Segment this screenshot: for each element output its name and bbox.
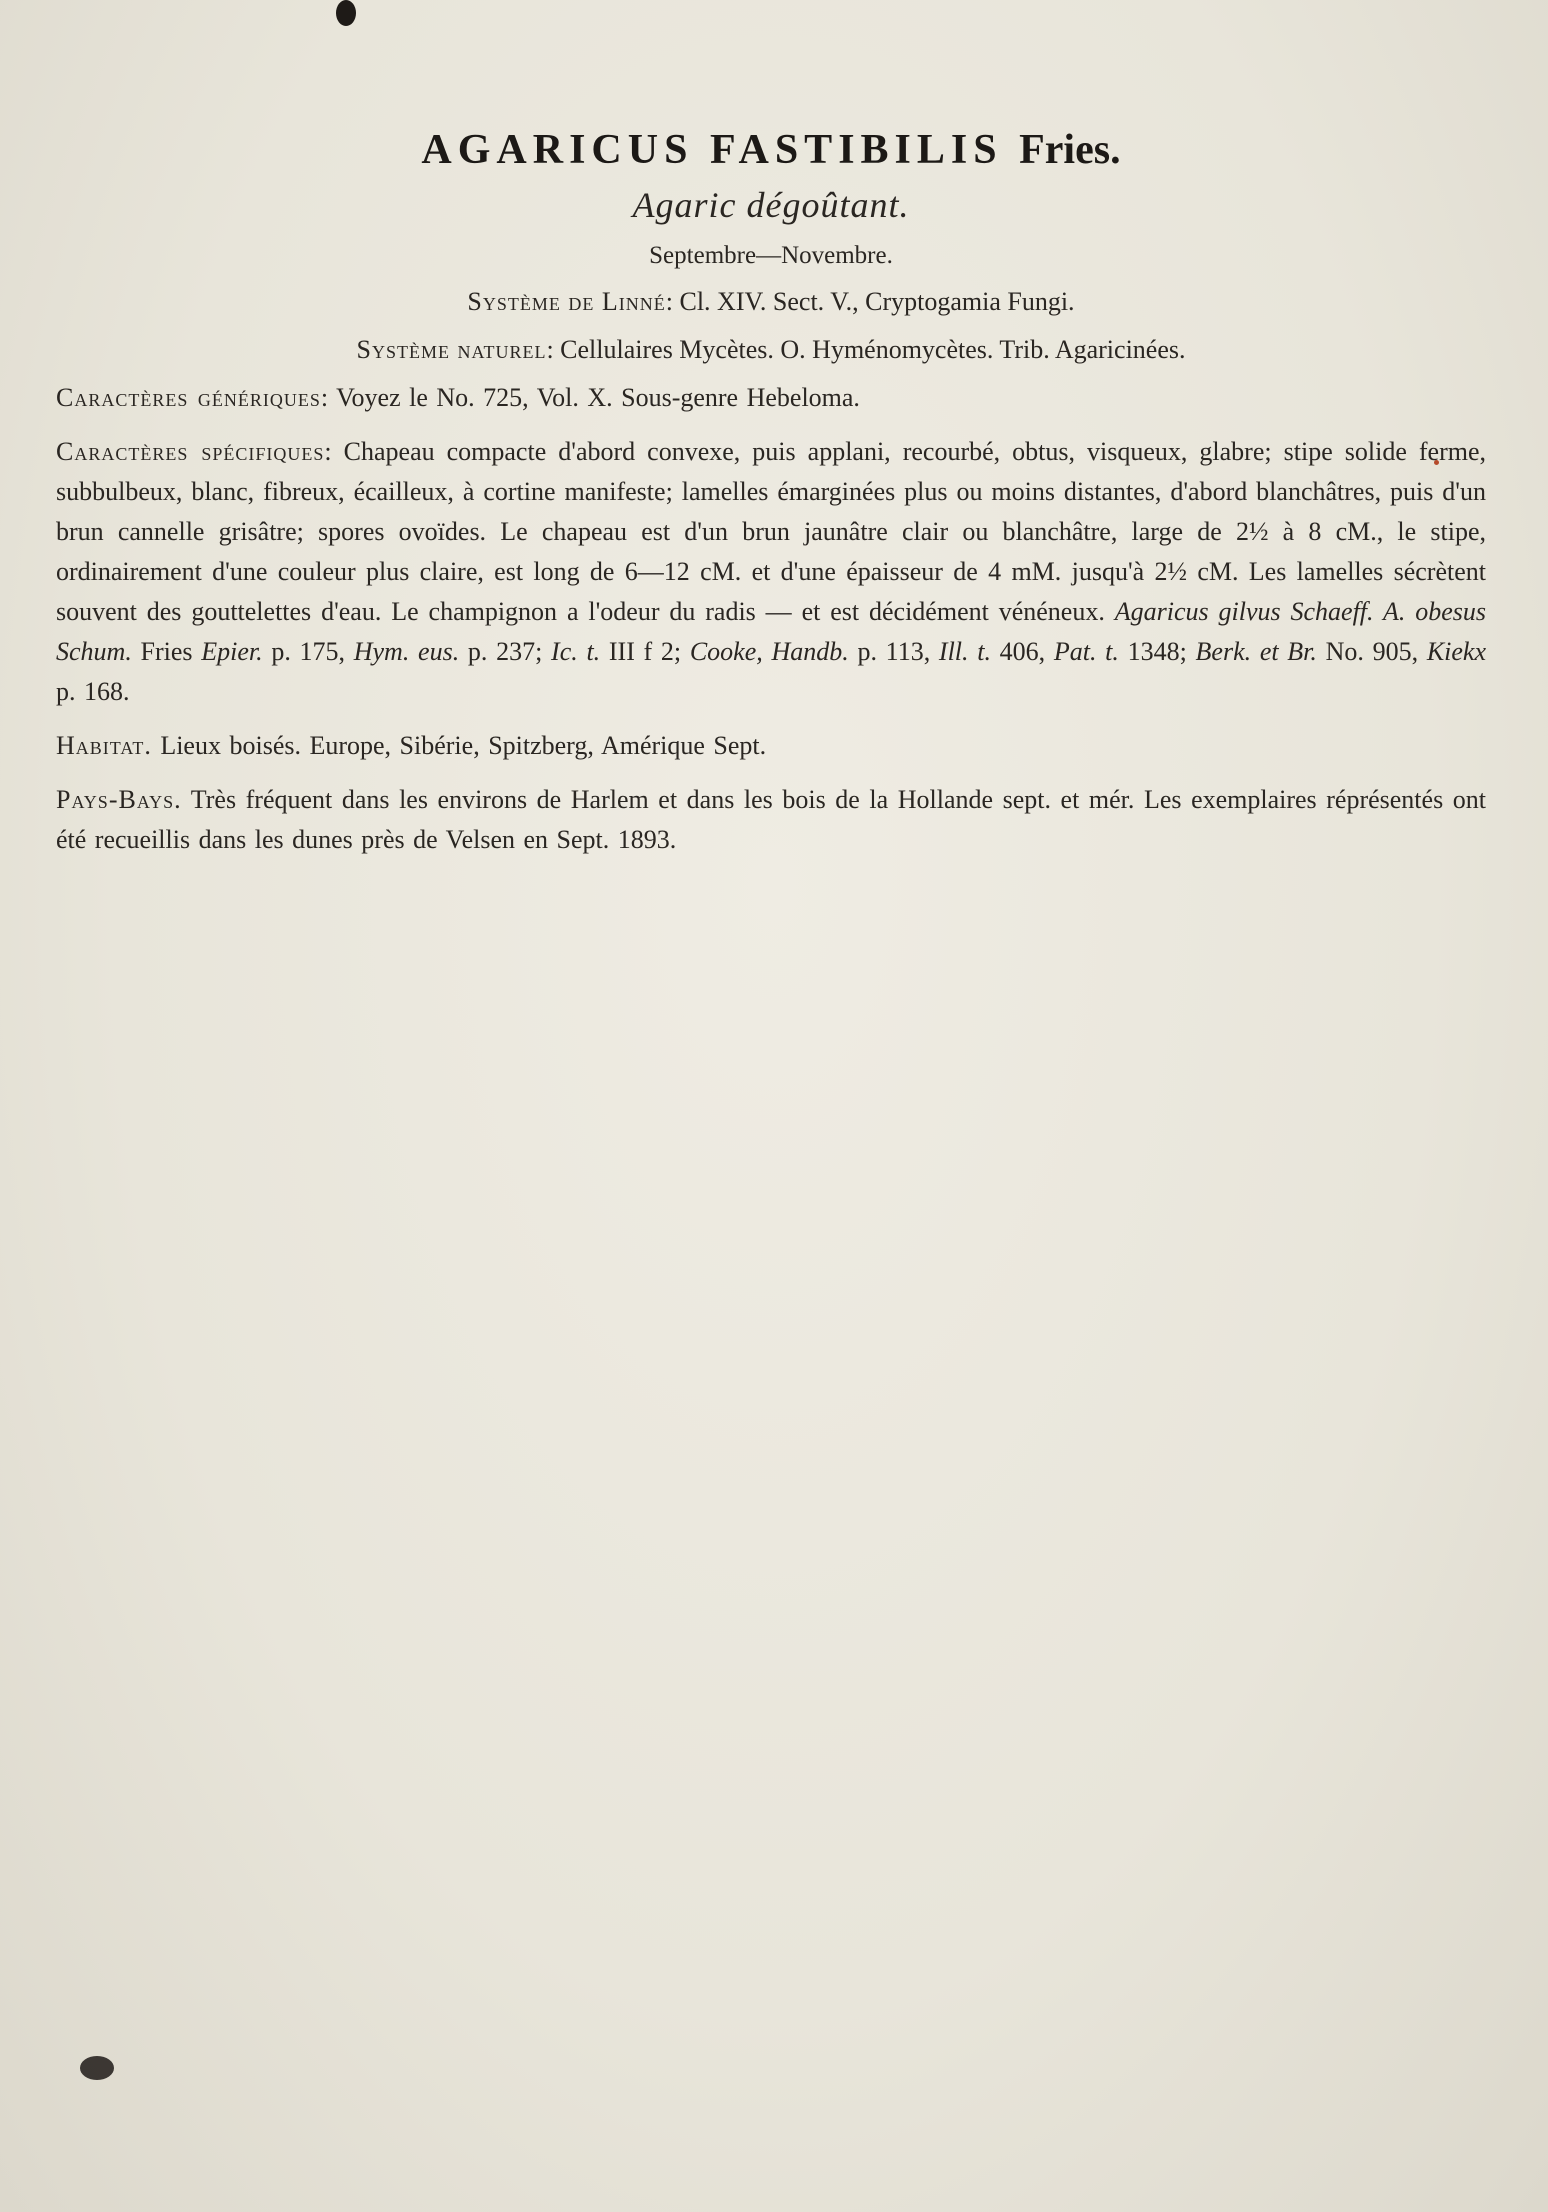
specifiques-text-1: : Chapeau compacte d'abord convexe, puis applani, recourbé, obtus, visqueux, glabre; stipe solide ferme, subbulbeux, blanc, fibreux, écailleux, à cortine manifeste; lamelles émarginées plus ou moins distantes, d'abord blanchâtres, puis d'un brun cannelle grisâtre; spores ovoïdes. Le chapeau est d'un brun jaunâtre clair ou blanchâtre, large de 2½ à 8 cM., le stipe, ordinairement d'une couleur plus claire, est long de 6—12 cM. et d'une épaisseur de 4 mM. jusqu'à 2½ cM. Les lamelles sécrètent souvent des gouttelettes d'eau. Le champignon a l'odeur du radis — et est décidément vénéneux. <box>56 437 1486 626</box>
paysbas-text: Très fréquent dans les environs de Harlem et dans les bois de la Hollande sept. et mér. Les exemplaires réprésentés ont été recueillis dans les dunes près de Velsen en Sept. 1893. <box>56 785 1486 854</box>
ref-epier: Epier. <box>201 637 263 666</box>
ref-synonyms: Agaricus gilvus Schaeff. A. obesus Schum. <box>56 597 1486 666</box>
species-title <box>56 120 1486 180</box>
common-name: Agaric dégoûtant. <box>632 185 910 225</box>
ink-blot-top <box>336 0 356 26</box>
paysbas-label: Pays-Bays. <box>56 785 182 814</box>
ref-cooke: Cooke, Handb. <box>689 637 849 666</box>
ref-ic: Ic. t. <box>551 637 601 666</box>
specifiques-text-2: Fries <box>131 637 202 666</box>
habitat-text: Lieux boisés. Europe, Sibérie, Spitzberg, Amérique Sept. <box>151 731 767 760</box>
specifiques-label: Caractères spécifiques <box>56 437 325 466</box>
specific-characters <box>56 432 1486 712</box>
species-author: Fries. <box>1019 127 1121 173</box>
linne-label: Système de Linné <box>467 287 666 316</box>
ref-pat: Pat. t. <box>1053 637 1119 666</box>
specifiques-text-8: 1348; <box>1118 637 1196 666</box>
ref-hym: Hym. eus. <box>353 637 460 666</box>
generiques-text: : Voyez le No. 725, Vol. X. Sous-genre Hebeloma. <box>320 383 860 412</box>
specifiques-text-10: p. 168. <box>56 677 130 706</box>
species-name: AGARICUS FASTIBILIS <box>421 127 1003 173</box>
ref-kiekx: Kiekx <box>1426 637 1486 666</box>
generiques-label: Caractères génériques <box>56 383 321 412</box>
specifiques-text-9: No. 905, <box>1316 637 1427 666</box>
linne-system <box>56 278 1486 326</box>
habitat-label: Habitat. <box>56 731 152 760</box>
specifiques-text-7: 406, <box>990 637 1054 666</box>
specifiques-text-5: III f 2; <box>600 637 690 666</box>
naturel-label: Système naturel <box>356 335 547 364</box>
page-content <box>56 120 1486 860</box>
generic-characters <box>56 378 1486 418</box>
ink-blot-bottom <box>80 2056 114 2080</box>
netherlands <box>56 780 1486 860</box>
specifiques-text-4: p. 237; <box>459 637 552 666</box>
season: Septembre—Novembre. <box>649 242 893 269</box>
linne-text: : Cl. XIV. Sect. V., Cryptogamia Fungi. <box>665 287 1075 316</box>
ref-berk: Berk. et Br. <box>1195 637 1317 666</box>
specifiques-text-3: p. 175, <box>262 637 354 666</box>
natural-system <box>56 326 1486 374</box>
naturel-text: : Cellulaires Mycètes. O. Hyménomycètes. Trib. Agaricinées. <box>546 335 1186 364</box>
ref-ill: Ill. t. <box>938 637 991 666</box>
habitat <box>56 726 1486 766</box>
specifiques-text-6: p. 113, <box>848 637 939 666</box>
